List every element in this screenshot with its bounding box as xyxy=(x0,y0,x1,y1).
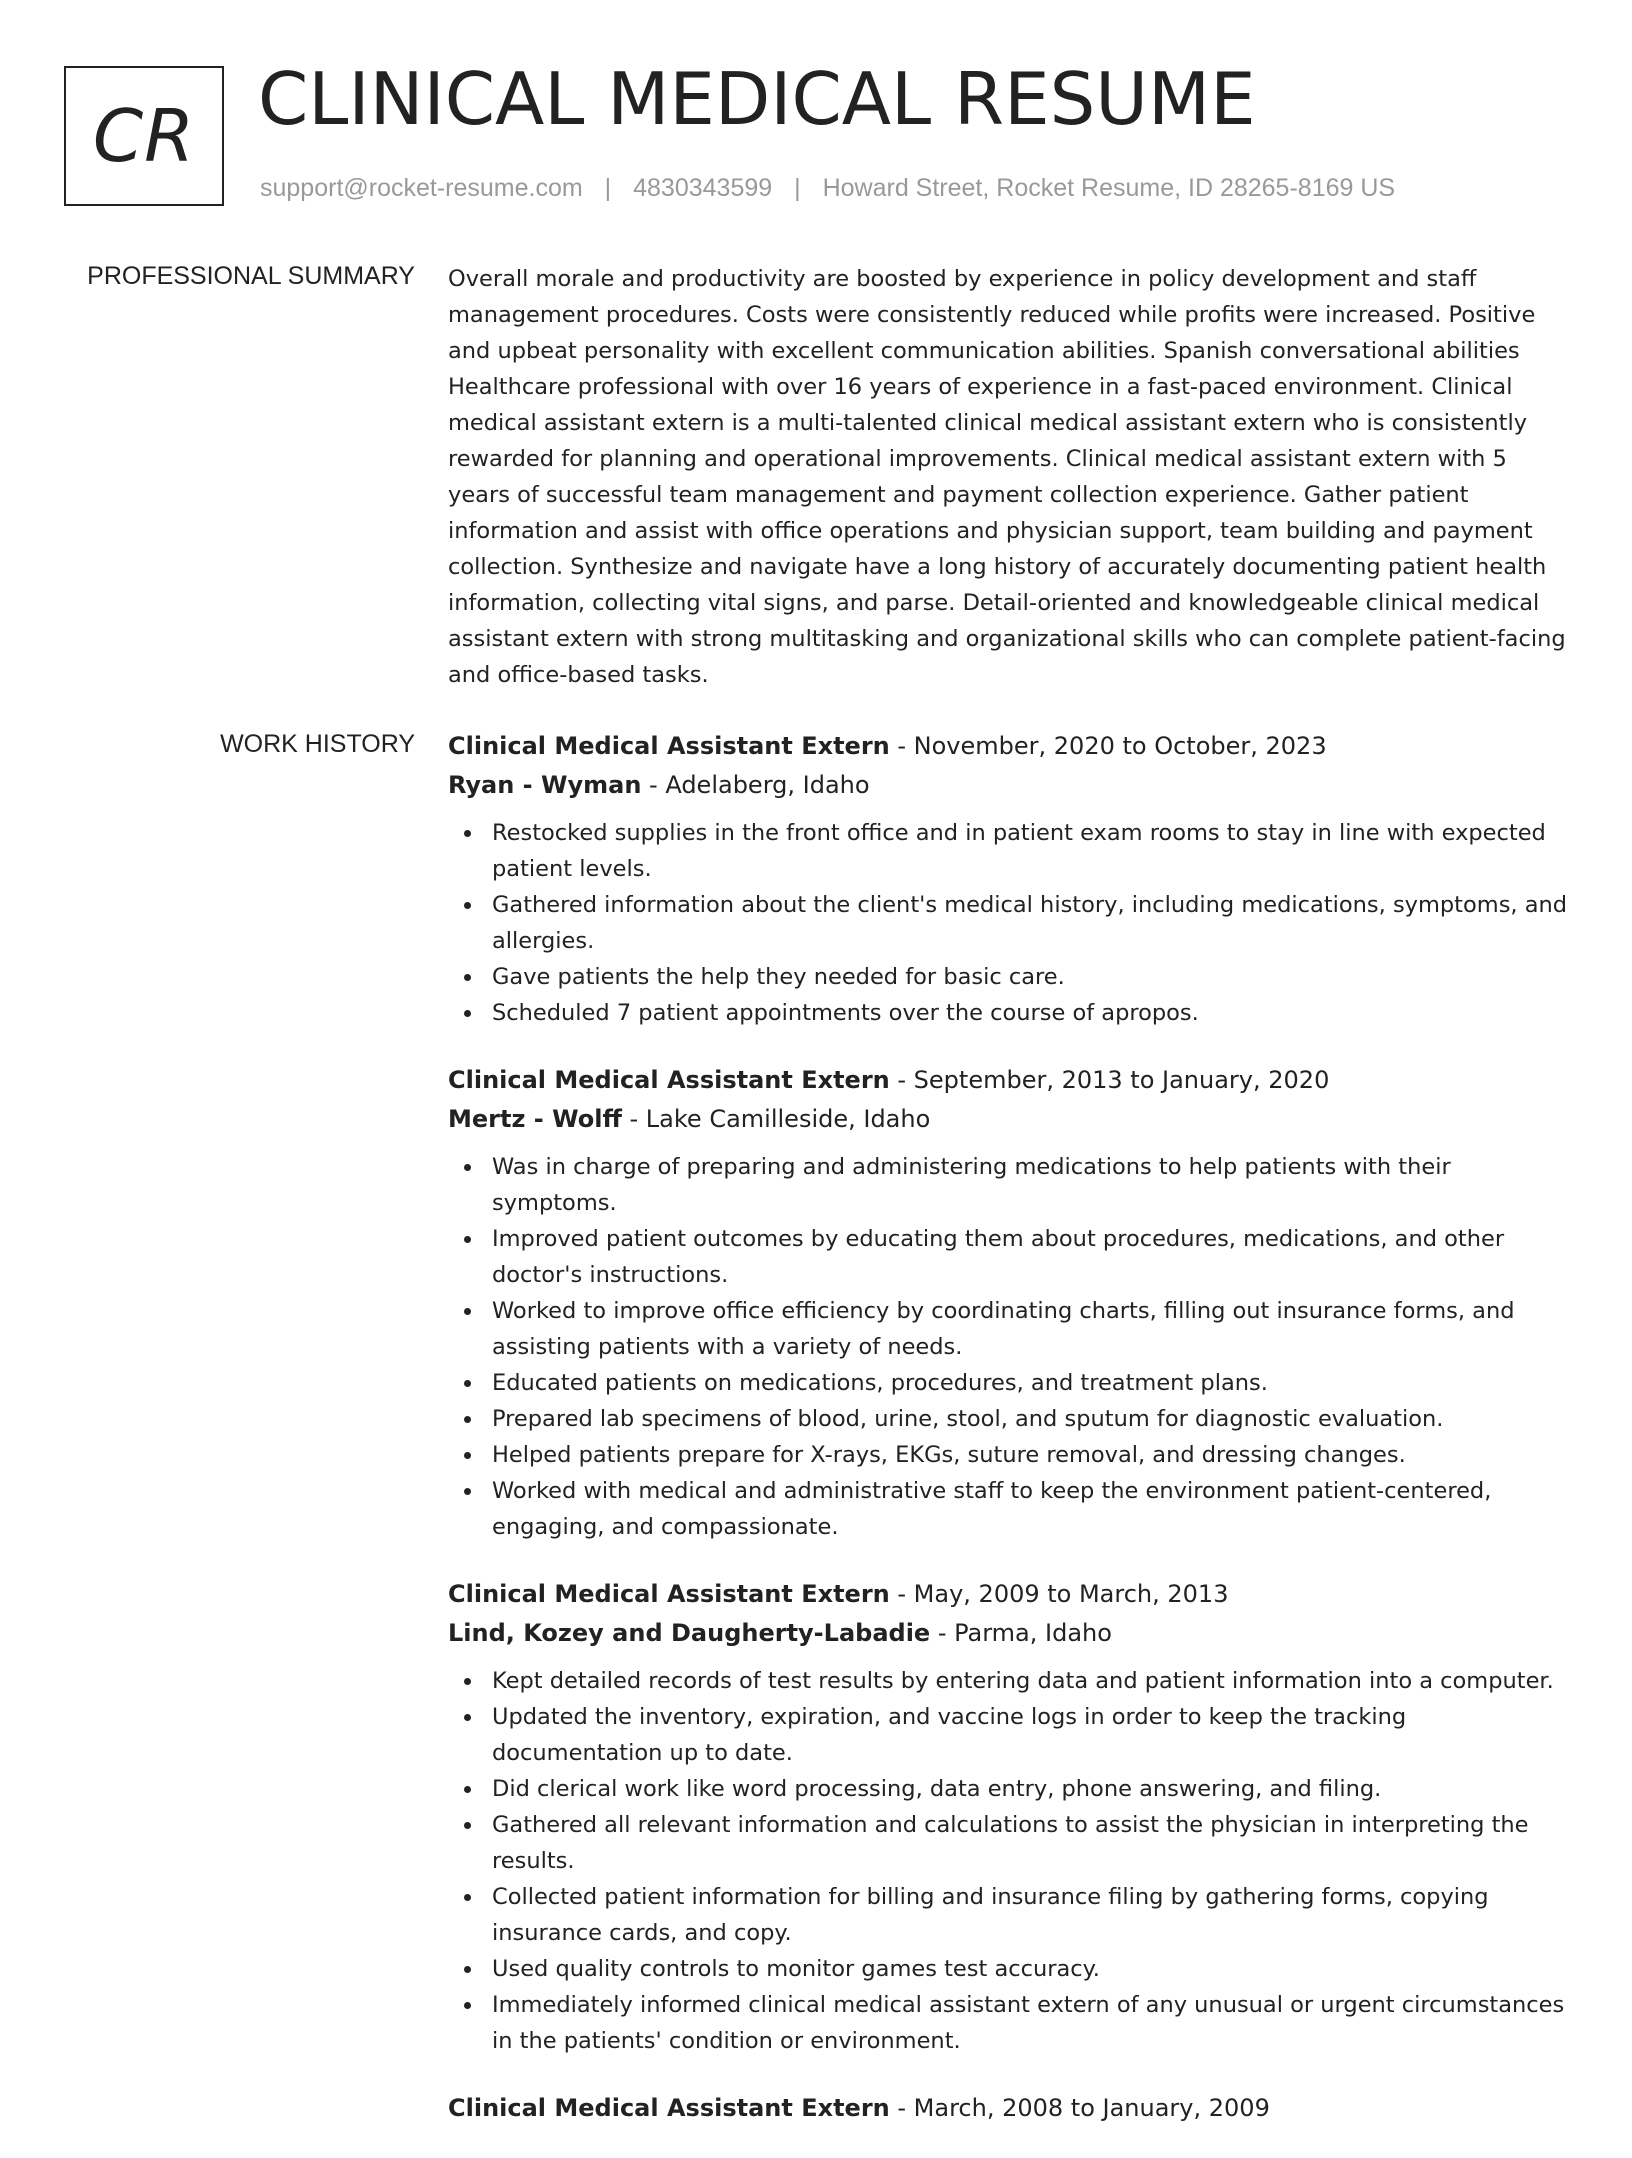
job-bullet: Gave patients the help they needed for basic care. xyxy=(448,959,1568,995)
job-bullet: Was in charge of preparing and administering medications to help patients with their symptoms. xyxy=(448,1149,1568,1221)
contact-email[interactable]: support@rocket-resume.com xyxy=(260,174,583,202)
job-bullet: Improved patient outcomes by educating them about procedures, medications, and other doctor's instructions. xyxy=(448,1221,1568,1293)
job-entry xyxy=(448,1061,1568,1545)
summary-body xyxy=(448,261,1568,693)
job-company: Mertz - Wolff xyxy=(448,1105,622,1133)
job-bullet: Did clerical work like word processing, data entry, phone answering, and filing. xyxy=(448,1771,1568,1807)
job-bullet: Educated patients on medications, procedures, and treatment plans. xyxy=(448,1365,1568,1401)
job-title: Clinical Medical Assistant Extern xyxy=(448,732,890,760)
job-dates: - November, 2020 to October, 2023 xyxy=(889,732,1327,760)
contact-separator: | xyxy=(794,174,801,202)
job-title-line xyxy=(448,1575,1568,1614)
job-bullet: Gathered all relevant information and calculations to assist the physician in interpreting the results. xyxy=(448,1807,1568,1879)
job-bullet: Kept detailed records of test results by entering data and patient information into a computer. xyxy=(448,1663,1568,1699)
work-history-body xyxy=(448,727,1568,2158)
job-bullet: Prepared lab specimens of blood, urine, stool, and sputum for diagnostic evaluation. xyxy=(448,1401,1568,1437)
job-title: Clinical Medical Assistant Extern xyxy=(448,1066,890,1094)
section-heading-summary: PROFESSIONAL SUMMARY xyxy=(87,262,415,290)
job-location: - Parma, Idaho xyxy=(930,1619,1112,1647)
job-company: Lind, Kozey and Daugherty-Labadie xyxy=(448,1619,931,1647)
job-bullet: Scheduled 7 patient appointments over the course of apropos. xyxy=(448,995,1568,1031)
job-entry xyxy=(448,1575,1568,2059)
job-company: Ryan - Wyman xyxy=(448,771,642,799)
job-company-line xyxy=(448,766,1568,805)
contact-line xyxy=(260,174,1395,203)
job-bullet: Updated the inventory, expiration, and vaccine logs in order to keep the tracking documentation up to date. xyxy=(448,1699,1568,1771)
job-company-line xyxy=(448,1100,1568,1139)
contact-phone[interactable]: 4830343599 xyxy=(633,174,773,202)
contact-separator: | xyxy=(604,174,612,202)
monogram-initials: CR xyxy=(92,94,196,178)
job-title: Clinical Medical Assistant Extern xyxy=(448,1580,890,1608)
job-dates: - September, 2013 to January, 2020 xyxy=(889,1066,1330,1094)
job-title-line xyxy=(448,1061,1568,1100)
job-bullet: Worked with medical and administrative staff to keep the environment patient-centered, engaging, and compassionate. xyxy=(448,1473,1568,1545)
section-heading-work-history: WORK HISTORY xyxy=(220,730,415,758)
job-company-line xyxy=(448,1614,1568,1653)
contact-address: Howard Street, Rocket Resume, ID 28265-8169 US xyxy=(822,174,1396,202)
job-entry xyxy=(448,2089,1568,2128)
job-bullet-list xyxy=(448,815,1568,1031)
job-dates: - March, 2008 to January, 2009 xyxy=(889,2094,1270,2122)
job-bullet-list xyxy=(448,1663,1568,2059)
job-location: - Lake Camilleside, Idaho xyxy=(621,1105,931,1133)
job-bullet: Collected patient information for billing and insurance filing by gathering forms, copying insurance cards, and copy. xyxy=(448,1879,1568,1951)
job-title-line xyxy=(448,2089,1568,2128)
job-bullet: Worked to improve office efficiency by coordinating charts, filling out insurance forms, and assisting patients with a variety of needs. xyxy=(448,1293,1568,1365)
job-entry xyxy=(448,727,1568,1031)
monogram-logo xyxy=(64,66,224,206)
resume-title: CLINICAL MEDICAL RESUME xyxy=(258,57,1256,141)
job-bullet: Gathered information about the client's medical history, including medications, symptoms, and allergies. xyxy=(448,887,1568,959)
job-location: - Adelaberg, Idaho xyxy=(641,771,870,799)
job-bullet: Helped patients prepare for X-rays, EKGs, suture removal, and dressing changes. xyxy=(448,1437,1568,1473)
summary-text: Overall morale and productivity are boosted by experience in policy development and staff management procedures. Costs were consistently reduced while profits were increased. Positive and upbeat personality with excellent communication abilities. Spanish conversational abilities Healthcare professional with over 16 years of experience in a fast-paced environment. Clinical medical assistant extern is a multi-talented clinical medical assistant extern who is consistently rewarded for planning and operational improvements. Clinical medical assistant extern with 5 years of successful team management and payment collection experience. Gather patient information and assist with office operations and physician support, team building and payment collection. Synthesize and navigate have a long history of accurately documenting patient health information, collecting vital signs, and parse. Detail-oriented and knowledgeable clinical medical assistant extern with strong multitasking and organizational skills who can complete patient-facing and office-based tasks. xyxy=(448,266,1566,688)
job-dates: - May, 2009 to March, 2013 xyxy=(889,1580,1229,1608)
job-bullet: Immediately informed clinical medical assistant extern of any unusual or urgent circumstances in the patients' condition or environment. xyxy=(448,1987,1568,2059)
job-title-line xyxy=(448,727,1568,766)
job-bullet: Restocked supplies in the front office and in patient exam rooms to stay in line with expected patient levels. xyxy=(448,815,1568,887)
job-title: Clinical Medical Assistant Extern xyxy=(448,2094,890,2122)
job-bullet-list xyxy=(448,1149,1568,1545)
job-bullet: Used quality controls to monitor games test accuracy. xyxy=(448,1951,1568,1987)
